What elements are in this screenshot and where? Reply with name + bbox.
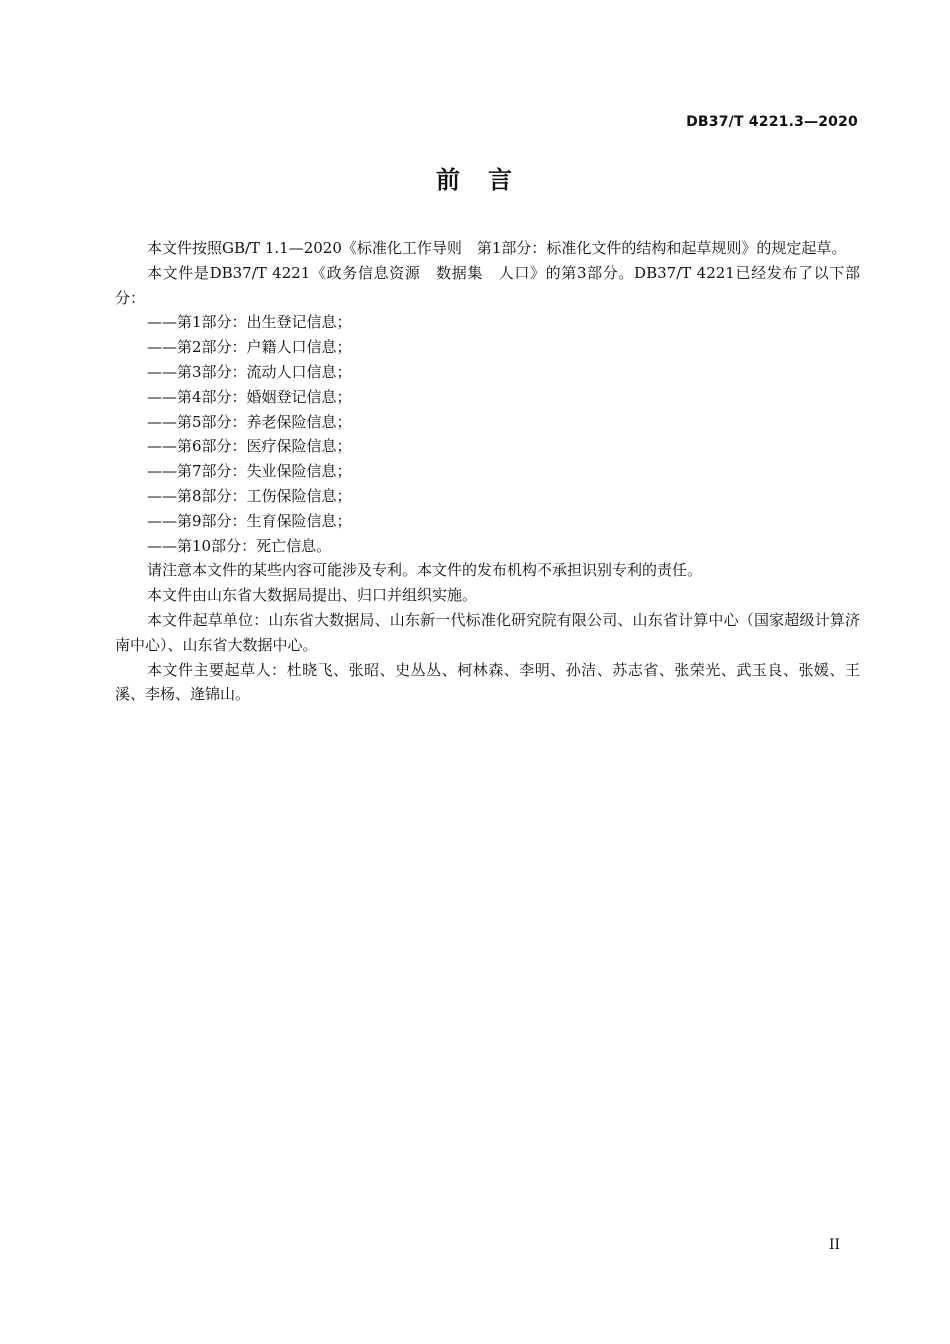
list-item: ——第2部分：户籍人口信息； bbox=[147, 338, 352, 357]
paragraph-drafters: 本文件主要起草人：杜晓飞、张昭、史丛丛、柯林森、李明、孙洁、苏志省、张荣光、武玉良、张媛、王溪、李杨、逄锦山。 bbox=[115, 660, 860, 704]
list-item: ——第9部分：生育保险信息； bbox=[147, 511, 352, 530]
list-item: ——第6部分：医疗保险信息； bbox=[147, 437, 352, 456]
list-item: ——第3部分：流动人口信息； bbox=[147, 362, 352, 381]
paragraph-drafting-units: 本文件起草单位：山东省大数据局、山东新一代标准化研究院有限公司、山东省计算中心（国家超级计算济南中心）、山东省大数据中心。 bbox=[115, 610, 860, 654]
title-char-2: 言 bbox=[488, 166, 514, 194]
page-title bbox=[0, 160, 950, 195]
document-code: DB37/T 4221.3—2020 bbox=[686, 114, 858, 130]
list-item: ——第7部分：失业保险信息； bbox=[147, 462, 352, 481]
paragraph-patent-notice: 请注意本文件的某些内容可能涉及专利。本文件的发布机构不承担识别专利的责任。 bbox=[147, 561, 703, 580]
paragraph-series-info: 本文件是DB37/T 4221《政务信息资源 数据集 人口》的第3部分。DB37/T 4221已经发布了以下部分： bbox=[115, 263, 860, 307]
list-item: ——第4部分：婚姻登记信息； bbox=[147, 387, 352, 406]
list-item: ——第10部分：死亡信息。 bbox=[147, 536, 332, 555]
title-char-1: 前 bbox=[436, 166, 462, 194]
preface-body bbox=[115, 236, 860, 707]
paragraph-proposer: 本文件由山东省大数据局提出、归口并组织实施。 bbox=[147, 586, 478, 605]
paragraph-drafting-rules: 本文件按照GB/T 1.1—2020《标准化工作导则 第1部分：标准化文件的结构和起草规则》的规定起草。 bbox=[147, 239, 847, 257]
page-number: II bbox=[828, 1237, 840, 1253]
list-item: ——第1部分：出生登记信息； bbox=[147, 313, 352, 332]
list-item: ——第8部分：工伤保险信息； bbox=[147, 486, 352, 505]
list-item: ——第5部分：养老保险信息； bbox=[147, 412, 352, 431]
